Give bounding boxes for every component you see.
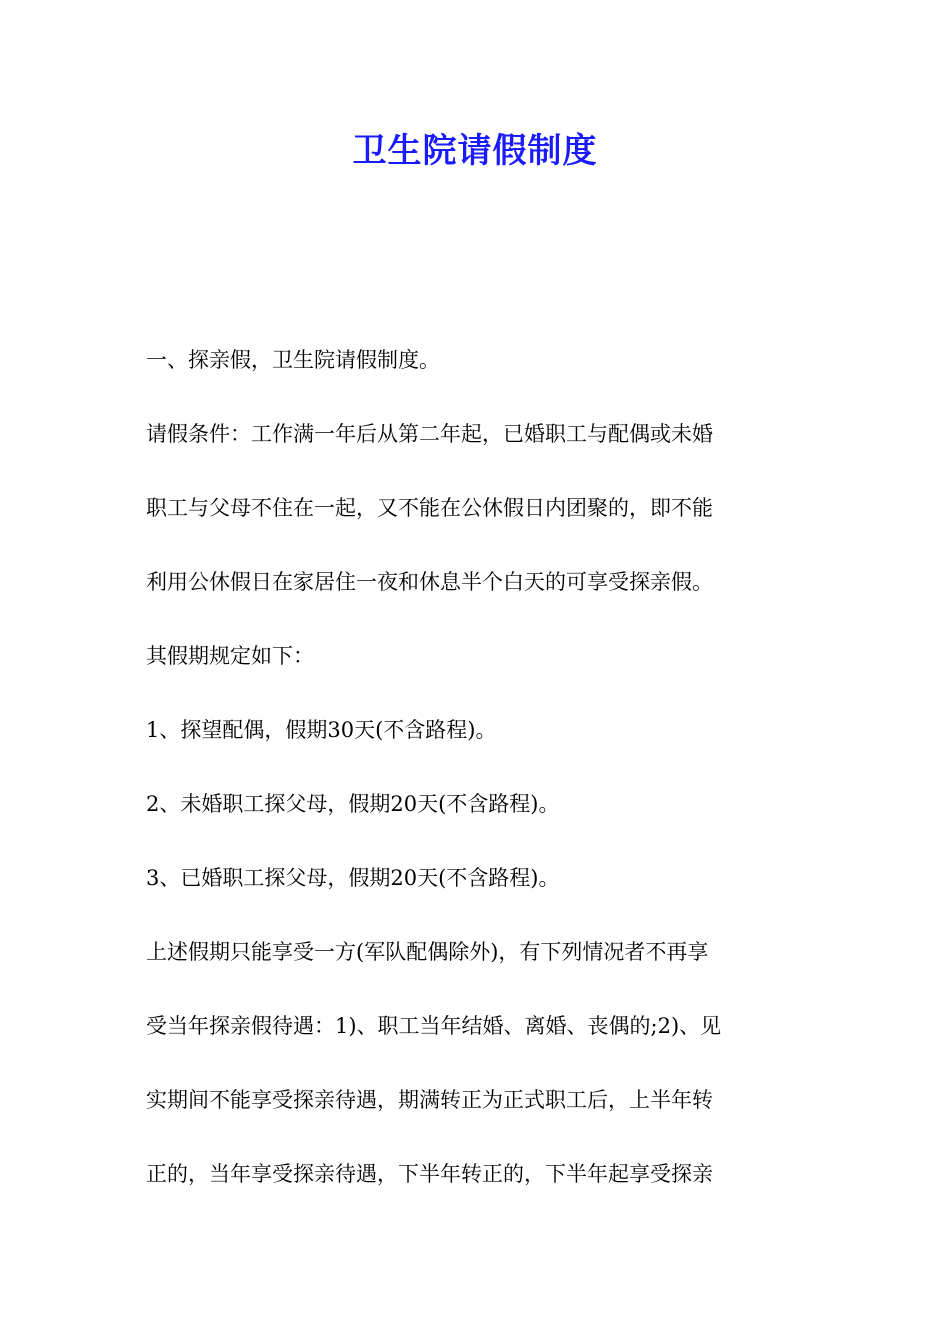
body-line: 上述假期只能享受一方(军队配偶除外)，有下列情况者不再享: [146, 940, 709, 964]
body-line: 实期间不能享受探亲待遇，期满转正为正式职工后，上半年转: [146, 1088, 713, 1112]
document-body: [146, 340, 816, 1228]
body-line: 其假期规定如下：: [146, 644, 314, 668]
document-title: 卫生院请假制度: [352, 131, 598, 171]
body-line: 一、探亲假，卫生院请假制度。: [146, 348, 440, 372]
body-line: 职工与父母不住在一起，又不能在公休假日内团聚的，即不能: [146, 496, 713, 520]
body-line: 受当年探亲假待遇：1)、职工当年结婚、离婚、丧偶的;2)、见: [146, 1014, 722, 1038]
body-line: 请假条件：工作满一年后从第二年起，已婚职工与配偶或未婚: [146, 422, 713, 446]
body-line: 1、探望配偶，假期30天(不含路程)。: [146, 718, 497, 742]
body-line: 3、已婚职工探父母，假期20天(不含路程)。: [146, 866, 560, 890]
body-line: 正的，当年享受探亲待遇，下半年转正的，下半年起享受探亲: [146, 1162, 713, 1186]
body-line: 利用公休假日在家居住一夜和休息半个白天的可享受探亲假。: [146, 570, 713, 594]
body-line: 2、未婚职工探父母，假期20天(不含路程)。: [146, 792, 560, 816]
